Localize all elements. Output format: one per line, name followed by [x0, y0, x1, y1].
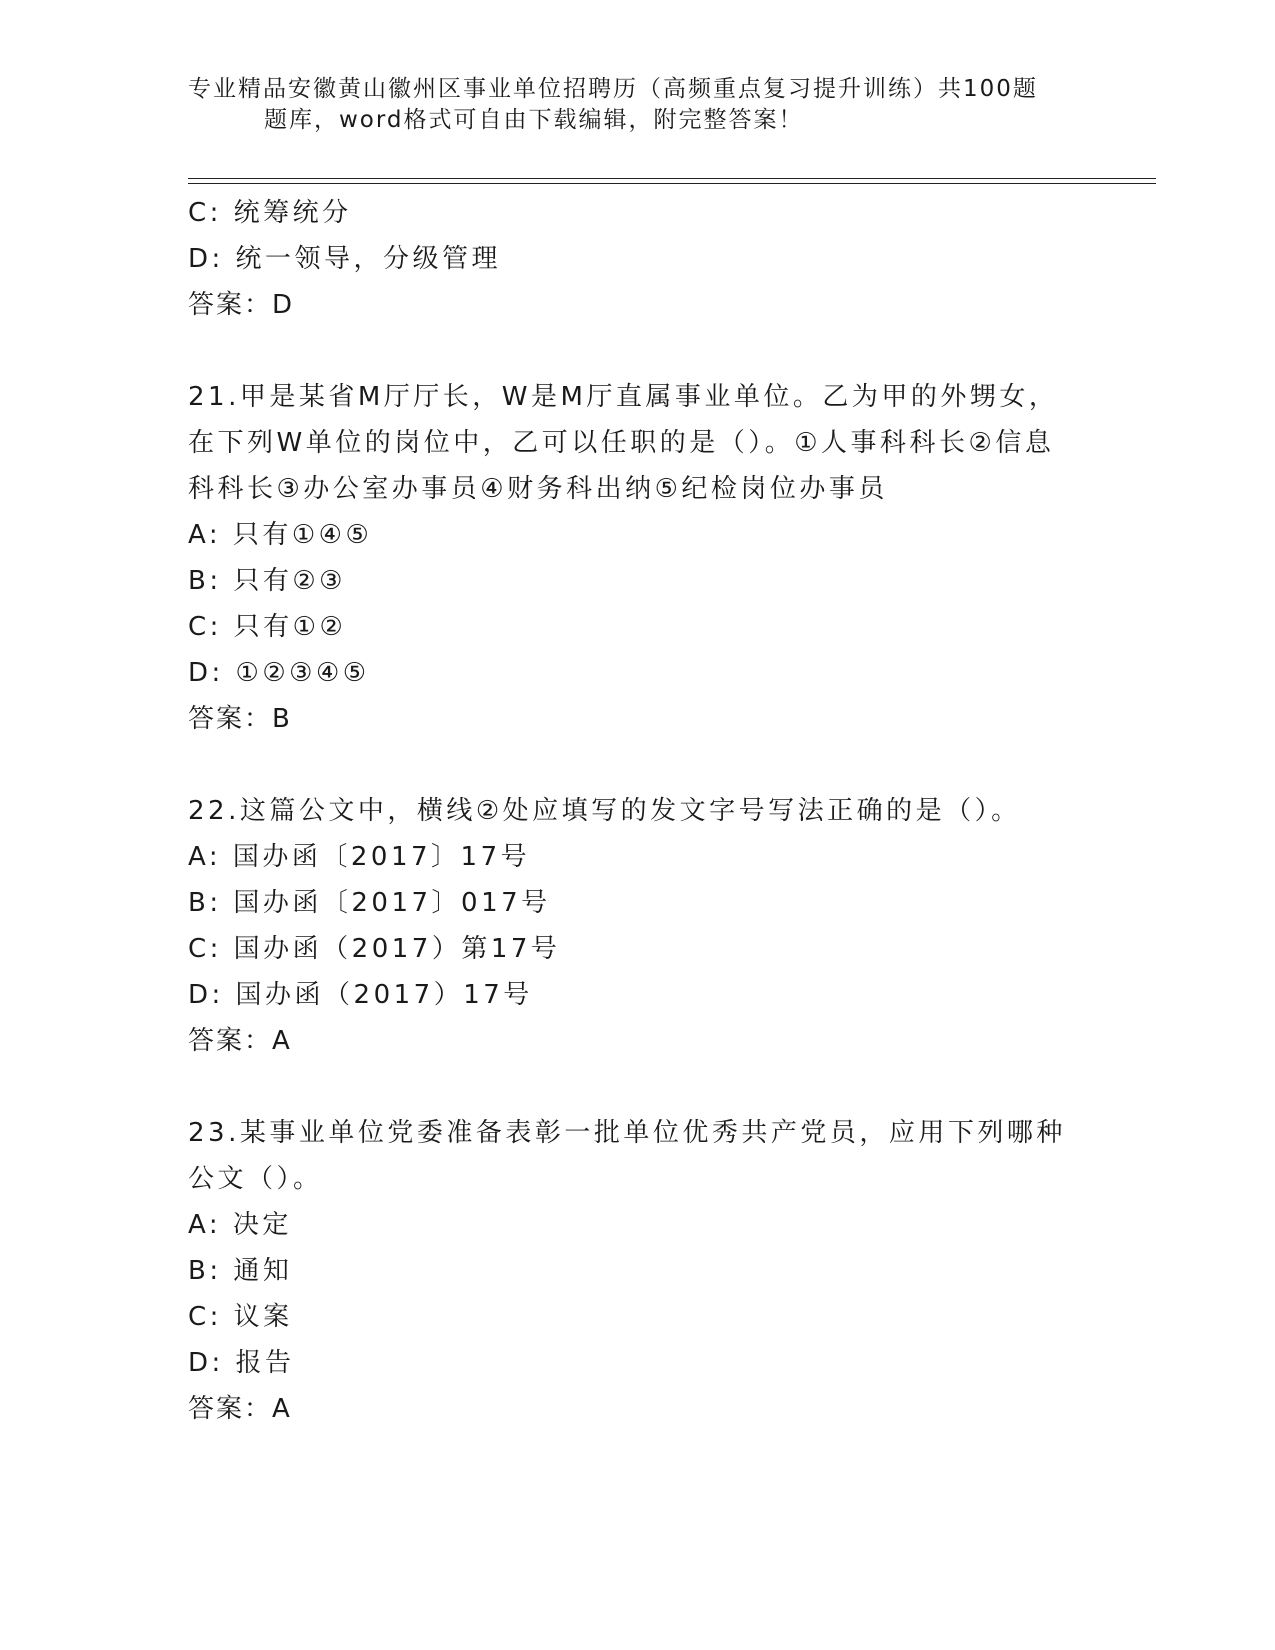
question-stem: 22.这篇公文中，横线②处应填写的发文字号写法正确的是（）。: [188, 796, 1021, 826]
answer: 答案：B: [188, 704, 292, 734]
answer: 答案：A: [188, 1026, 292, 1056]
question-23: [188, 1110, 1088, 1432]
option-c: C: 国办函（2017）第17号: [188, 934, 561, 964]
option-d: D: 统一领导，分级管理: [188, 244, 502, 274]
option-a: A: 只有①④⑤: [188, 520, 373, 550]
header-divider-bottom: [188, 183, 1156, 184]
option-d: D: ①②③④⑤: [188, 658, 370, 688]
option-c: C: 统筹统分: [188, 198, 352, 228]
option-d: D: 国办函（2017）17号: [188, 980, 533, 1010]
header-title-line2: 题库，word格式可自由下载编辑，附完整答案！: [264, 107, 804, 133]
header-divider-top: [188, 178, 1156, 179]
question-stem: 23.某事业单位党委准备表彰一批单位优秀共产党员，应用下列哪种公文（）。: [188, 1118, 1066, 1194]
option-b: B: 国办函〔2017〕017号: [188, 888, 551, 918]
question-21: [188, 374, 1088, 742]
option-b: B: 通知: [188, 1256, 293, 1286]
answer: 答案：A: [188, 1394, 292, 1424]
question-22: [188, 788, 1088, 1064]
option-a: A: 国办函〔2017〕17号: [188, 842, 531, 872]
question-stem: 21.甲是某省M厅厅长，W是M厅直属事业单位。乙为甲的外甥女，在下列W单位的岗位中，乙可以任职的是（）。①人事科科长②信息科科长③办公室办事员④财务科出纳⑤纪检岗位办事员: [188, 382, 1059, 504]
question-list: [188, 190, 1088, 1432]
option-c: C: 议案: [188, 1302, 293, 1332]
option-a: A: 决定: [188, 1210, 292, 1240]
header-title-line1: 专业精品安徽黄山徽州区事业单位招聘历（高频重点复习提升训练）共100题: [188, 76, 1038, 102]
option-b: B: 只有②③: [188, 566, 346, 596]
option-c: C: 只有①②: [188, 612, 347, 642]
document-header: [188, 74, 1068, 136]
question-20-tail: [188, 190, 1088, 328]
option-d: D: 报告: [188, 1348, 295, 1378]
answer: 答案：D: [188, 290, 295, 320]
